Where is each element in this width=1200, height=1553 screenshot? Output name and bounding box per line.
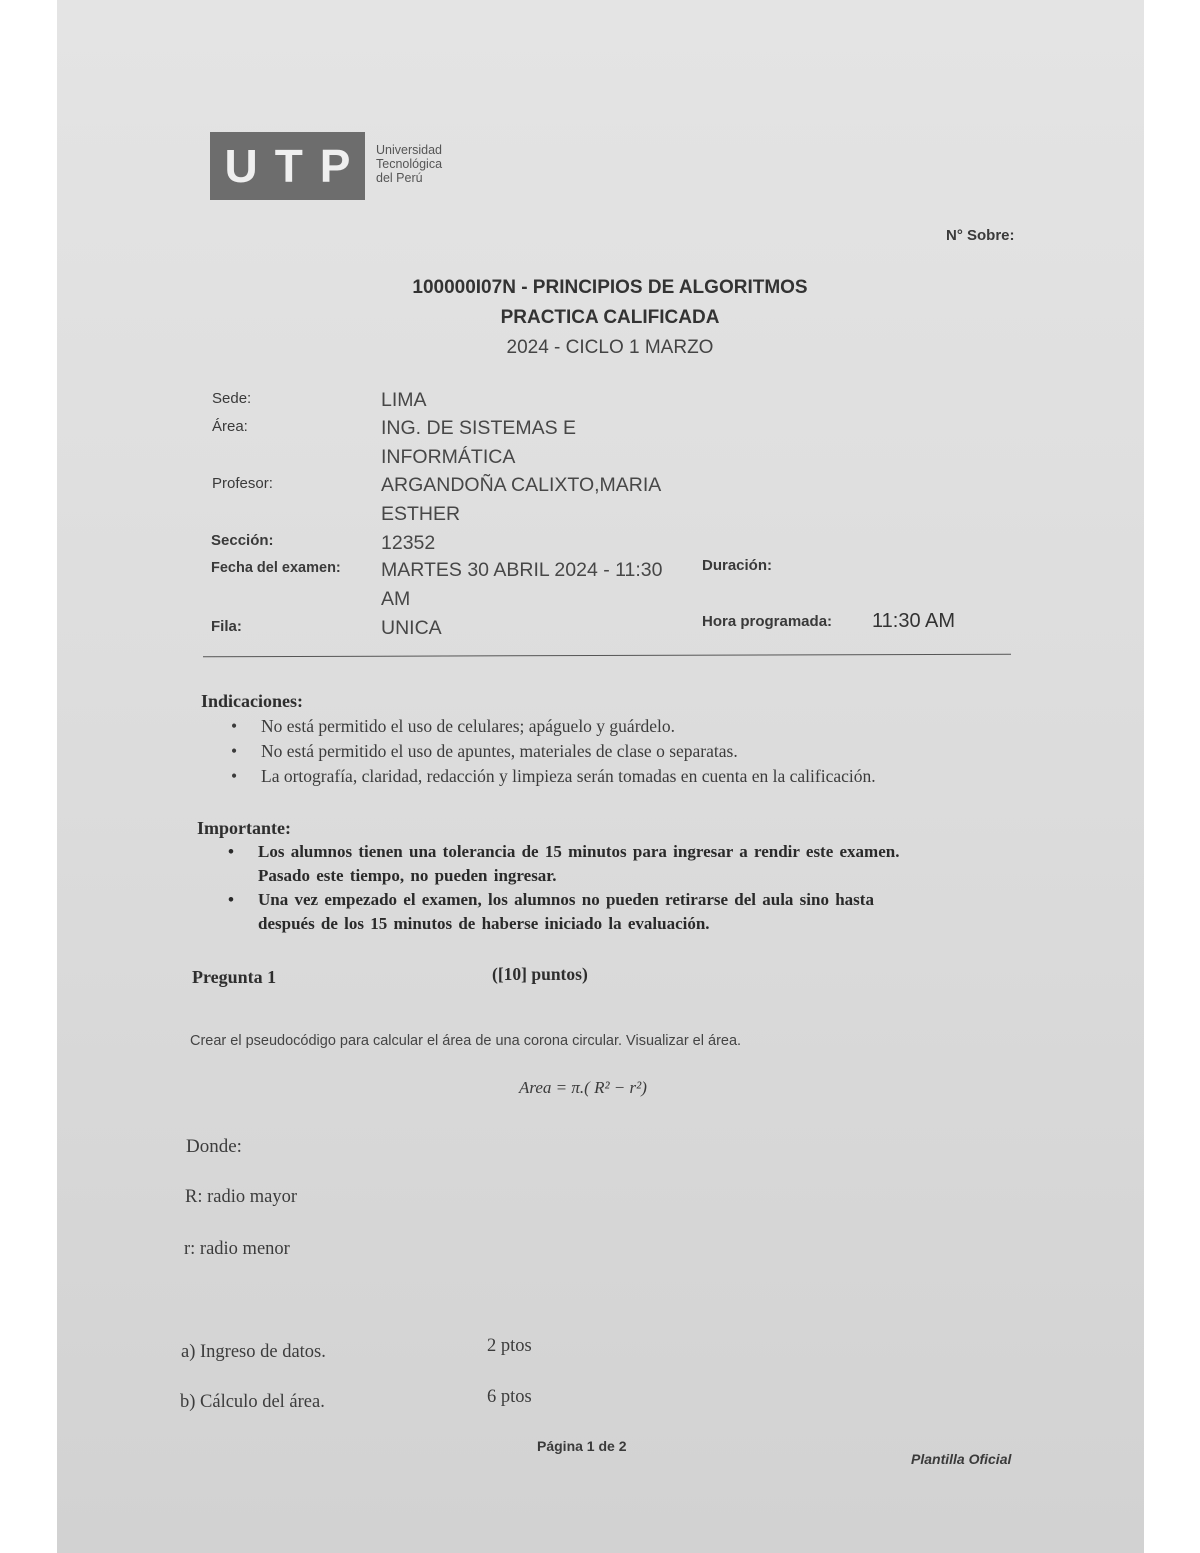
question-title: Pregunta 1: [192, 967, 277, 987]
importante-title: Importante:: [197, 818, 291, 838]
duracion-label: Duración:: [702, 557, 773, 574]
hora-label: Hora programada:: [702, 613, 833, 630]
sede-value: LIMA: [381, 389, 427, 411]
question-points: ([10] puntos): [492, 964, 588, 984]
seccion-label: Sección:: [211, 532, 274, 549]
list-item: • Una vez empezado el examen, los alumnos no pueden retirarse del aula sino hasta después de los 15 minutos de haberse iniciado la evaluación.: [228, 890, 874, 933]
bullet-icon: •: [231, 716, 238, 736]
logo-letter-t: T: [274, 140, 303, 192]
indicaciones-list: [231, 714, 876, 789]
part-a-label: a) Ingreso de datos.: [181, 1342, 326, 1362]
fecha-label: Fecha del examen:: [211, 560, 341, 576]
seccion-value: 12352: [381, 532, 436, 554]
importante-list: [228, 840, 900, 936]
bullet-icon: •: [231, 741, 238, 761]
page-number: Página 1 de 2: [537, 1438, 627, 1454]
logo-letter-p: P: [319, 140, 351, 192]
area-formula: Area = π.( R² − r²): [519, 1078, 647, 1097]
template-label: Plantilla Oficial: [911, 1451, 1012, 1467]
logo-letter-u: U: [224, 140, 258, 192]
utp-logo: [210, 132, 365, 200]
exam-type: PRACTICA CALIFICADA: [500, 307, 720, 328]
bullet-icon: •: [228, 842, 234, 861]
bullet-icon: •: [231, 766, 238, 786]
list-item: • Los alumnos tienen una tolerancia de 15 minutos para ingresar a rendir este examen. Pasado este tiempo, no pueden ingresar.: [228, 842, 900, 885]
university-name: Universidad Tecnológica del Perú: [376, 143, 443, 185]
radius-major: R: radio mayor: [185, 1187, 298, 1207]
exam-period: 2024 - CICLO 1 MARZO: [506, 337, 714, 358]
fecha-value: MARTES 30 ABRIL 2024 - 11:30 AM: [381, 559, 663, 610]
area-label: Área:: [212, 418, 248, 435]
indicaciones-title: Indicaciones:: [201, 691, 304, 711]
fila-value: UNICA: [381, 617, 442, 639]
course-title: 100000I07N - PRINCIPIOS DE ALGORITMOS: [412, 277, 808, 298]
question-statement: Crear el pseudocódigo para calcular el área de una corona circular. Visualizar el área.: [190, 1033, 742, 1049]
sede-label: Sede:: [212, 390, 252, 407]
list-item: • No está permitido el uso de apuntes, materiales de clase o separatas.: [261, 739, 876, 764]
list-item: • No está permitido el uso de celulares; apáguelo y guárdelo.: [261, 714, 876, 739]
profesor-value: ARGANDOÑA CALIXTO,MARIA ESTHER: [381, 474, 662, 525]
sobre-label: N° Sobre:: [946, 227, 1015, 244]
hora-value: 11:30 AM: [872, 610, 956, 632]
part-b-points: 6 ptos: [487, 1387, 532, 1407]
profesor-label: Profesor:: [212, 475, 273, 492]
area-value: ING. DE SISTEMAS E INFORMÁTICA: [381, 417, 577, 468]
donde-label: Donde:: [186, 1136, 242, 1157]
part-a-points: 2 ptos: [487, 1336, 532, 1356]
radius-minor: r: radio menor: [184, 1239, 290, 1259]
bullet-icon: •: [228, 890, 234, 909]
list-item: • La ortografía, claridad, redacción y limpieza serán tomadas en cuenta en la calificación.: [261, 764, 876, 789]
fila-label: Fila:: [211, 618, 242, 635]
part-b-label: b) Cálculo del área.: [180, 1392, 325, 1412]
